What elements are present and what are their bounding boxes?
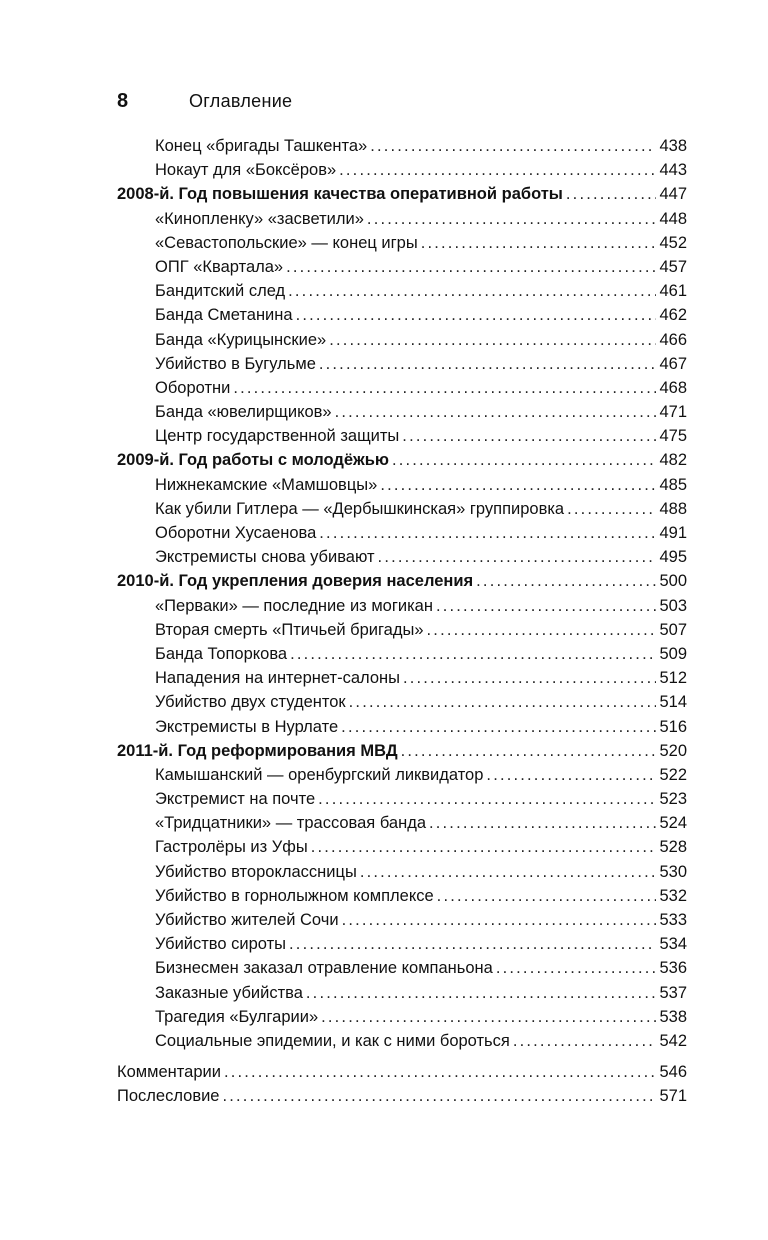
toc-entry-title: «Тридцатники» — трассовая банда: [155, 814, 426, 833]
toc-entry-title: ОПГ «Квартала»: [155, 257, 284, 276]
toc-entry-title: Камышанский — оренбургский ликвидатор: [155, 765, 484, 784]
toc-entry-title: Убийство в горнолыжном комплексе: [155, 886, 434, 905]
toc-entry-page-number: 475: [659, 427, 687, 446]
toc-entry-page-number: 507: [659, 620, 687, 639]
toc-entry-page-number: 538: [659, 1007, 687, 1026]
dot-leader: [427, 621, 657, 640]
toc-entry-page-number: 509: [659, 644, 687, 663]
dot-leader: [306, 984, 657, 1003]
toc-entry-page-number: 528: [659, 838, 687, 857]
toc-entry-title: Экстремист на почте: [155, 790, 316, 809]
toc-section-heading: [117, 572, 687, 596]
dot-leader: [321, 1008, 656, 1027]
dot-leader: [342, 911, 657, 930]
toc-entry-title: Банда Топоркова: [155, 644, 288, 663]
table-of-contents: [117, 137, 687, 1112]
toc-entry-title: Гастролёры из Уфы: [155, 838, 308, 857]
toc-entry-title: Экстремисты в Нурлате: [155, 717, 339, 736]
toc-entry-page-number: 443: [659, 161, 687, 180]
toc-entry: [117, 1008, 687, 1032]
toc-entry-title: «Перваки» — последние из могикан: [155, 596, 433, 615]
toc-entry: [117, 838, 687, 862]
toc-entry: [117, 911, 687, 935]
toc-section-heading: [117, 185, 687, 209]
toc-entry-page-number: 542: [659, 1031, 687, 1050]
toc-entry-page-number: 447: [659, 185, 687, 204]
toc-entry-page-number: 530: [659, 862, 687, 881]
toc-entry: [117, 379, 687, 403]
toc-entry: [117, 814, 687, 838]
dot-leader: [496, 959, 657, 978]
toc-entry: [117, 137, 687, 161]
toc-entry-title: «Севастопольские» — конец игры: [155, 233, 418, 252]
toc-entry-page-number: 512: [659, 669, 687, 688]
toc-entry-page-number: 503: [659, 596, 687, 615]
dot-leader: [380, 476, 656, 495]
toc-entry-page-number: 514: [659, 693, 687, 712]
dot-leader: [437, 887, 657, 906]
toc-entry-title: Нокаут для «Боксёров»: [155, 161, 337, 180]
toc-entry-page-number: 466: [659, 330, 687, 349]
toc-entry-title: Послесловие: [117, 1087, 220, 1106]
dot-leader: [436, 597, 657, 616]
dot-leader: [341, 718, 656, 737]
toc-entry: [117, 258, 687, 282]
toc-entry: [117, 935, 687, 959]
toc-entry-title: Как убили Гитлера — «Дербышкинская» группировка: [155, 499, 565, 518]
toc-entry: [117, 524, 687, 548]
toc-entry: [117, 1063, 687, 1087]
toc-entry-title: Конец «бригады Ташкента»: [155, 137, 368, 155]
toc-entry: [117, 427, 687, 451]
dot-leader: [402, 427, 656, 446]
dot-leader: [566, 185, 657, 204]
dot-leader: [392, 451, 657, 470]
dot-leader: [476, 572, 656, 591]
toc-entry: [117, 1032, 687, 1056]
toc-entry-title: Убийство двух студенток: [155, 693, 346, 712]
toc-entry-page-number: 523: [659, 790, 687, 809]
toc-entry-page-number: 462: [659, 306, 687, 325]
dot-leader: [349, 693, 657, 712]
page-title: Оглавление: [189, 91, 293, 111]
toc-entry-page-number: 485: [659, 475, 687, 494]
toc-section-heading: [117, 742, 687, 766]
toc-entry-title: 2008-й. Год повышения качества оперативной работы: [117, 185, 563, 204]
toc-entry: [117, 621, 687, 645]
dot-leader: [224, 1063, 657, 1082]
toc-entry-title: 2009-й. Год работы с молодёжью: [117, 451, 389, 470]
toc-entry-title: Банда «ювелирщиков»: [155, 403, 332, 422]
toc-entry: [117, 669, 687, 693]
toc-entry-page-number: 533: [659, 911, 687, 929]
toc-entry: [117, 1087, 687, 1111]
toc-entry-page-number: 537: [659, 983, 687, 1002]
toc-entry-page-number: 467: [659, 354, 687, 373]
dot-leader: [288, 282, 656, 301]
dot-leader: [403, 669, 657, 688]
toc-entry-title: 2010-й. Год укрепления доверия населения: [117, 572, 474, 591]
toc-entry-page-number: 516: [659, 717, 687, 736]
dot-leader: [401, 742, 657, 761]
toc-entry: [117, 984, 687, 1008]
dot-leader: [319, 524, 656, 543]
dot-leader: [223, 1087, 657, 1106]
toc-entry-title: Центр государственной защиты: [155, 427, 400, 446]
dot-leader: [486, 766, 656, 785]
toc-entry-page-number: 438: [659, 137, 687, 155]
toc-entry: [117, 282, 687, 306]
toc-entry-page-number: 546: [659, 1063, 687, 1082]
toc-entry-title: Убийство второклассницы: [155, 862, 357, 881]
toc-entry: [117, 718, 687, 742]
toc-entry-page-number: 468: [659, 378, 687, 397]
toc-entry-title: «Кинопленку» «засветили»: [155, 209, 364, 228]
toc-entry: [117, 766, 687, 790]
toc-entry: [117, 355, 687, 379]
toc-entry-title: Оборотни Хусаенова: [155, 524, 317, 542]
toc-entry-title: Экстремисты снова убивают: [155, 548, 375, 567]
dot-leader: [296, 306, 657, 325]
toc-entry: [117, 863, 687, 887]
dot-leader: [567, 500, 656, 519]
dot-leader: [311, 838, 657, 857]
toc-entry: [117, 597, 687, 621]
toc-entry: [117, 210, 687, 234]
dot-leader: [429, 814, 656, 833]
toc-entry: [117, 959, 687, 983]
toc-entry: [117, 500, 687, 524]
toc-entry-page-number: 532: [659, 886, 687, 905]
toc-entry: [117, 548, 687, 572]
toc-section-heading: [117, 451, 687, 475]
toc-entry-page-number: 520: [659, 741, 687, 760]
page-number: 8: [117, 90, 129, 112]
toc-entry-page-number: 457: [659, 257, 687, 276]
toc-entry-title: Убийство в Бугульме: [155, 354, 316, 373]
toc-entry-page-number: 491: [659, 524, 687, 542]
toc-entry: [117, 887, 687, 911]
toc-entry-page-number: 471: [659, 403, 687, 422]
dot-leader: [339, 161, 656, 180]
toc-entry-page-number: 448: [659, 209, 687, 228]
toc-entry-title: Банда «Курицынские»: [155, 330, 327, 349]
dot-leader: [290, 645, 656, 664]
toc-entry: [117, 790, 687, 814]
toc-entry-page-number: 488: [659, 499, 687, 518]
toc-entry-title: Бандитский след: [155, 282, 286, 301]
toc-entry-page-number: 571: [659, 1087, 687, 1106]
toc-entry: [117, 476, 687, 500]
toc-entry-title: Банда Сметанина: [155, 306, 293, 325]
dot-leader: [421, 234, 657, 253]
dot-leader: [318, 790, 656, 809]
toc-entry-title: Комментарии: [117, 1063, 221, 1082]
dot-leader: [319, 355, 657, 374]
toc-entry-title: Нижнекамские «Мамшовцы»: [155, 475, 378, 494]
toc-entry-page-number: 536: [659, 959, 687, 978]
dot-leader: [513, 1032, 657, 1051]
dot-leader: [289, 935, 656, 954]
toc-entry: [117, 234, 687, 258]
toc-entry-title: Социальные эпидемии, и как с ними бороться: [155, 1031, 510, 1050]
toc-entry-page-number: 482: [659, 451, 687, 470]
toc-entry-page-number: 534: [659, 935, 687, 954]
dot-leader: [286, 258, 656, 277]
toc-entry-title: Нападения на интернет-салоны: [155, 669, 400, 688]
toc-entry: [117, 331, 687, 355]
page-header: [117, 90, 292, 118]
toc-entry-page-number: 524: [659, 814, 687, 833]
toc-entry-title: 2011-й. Год реформирования МВД: [117, 741, 398, 760]
toc-entry-title: Бизнесмен заказал отравление компаньона: [155, 959, 493, 978]
dot-leader: [233, 379, 656, 398]
toc-entry: [117, 693, 687, 717]
toc-entry-page-number: 452: [659, 233, 687, 252]
toc-entry-title: Убийство жителей Сочи: [155, 911, 339, 929]
toc-entry-title: Заказные убийства: [155, 983, 303, 1002]
toc-entry-title: Оборотни: [155, 378, 231, 397]
toc-entry-title: Трагедия «Булгарии»: [155, 1007, 319, 1026]
toc-entry-page-number: 500: [659, 572, 687, 591]
dot-leader: [378, 548, 657, 567]
toc-entry: [117, 645, 687, 669]
dot-leader: [370, 137, 656, 156]
dot-leader: [367, 210, 657, 229]
toc-entry-title: Убийство сироты: [155, 935, 287, 954]
dot-leader: [329, 331, 656, 350]
toc-entry: [117, 161, 687, 185]
toc-entry-page-number: 522: [659, 765, 687, 784]
toc-entry: [117, 403, 687, 427]
toc-entry-title: Вторая смерть «Птичьей бригады»: [155, 620, 424, 639]
toc-entry: [117, 306, 687, 330]
toc-entry-page-number: 461: [659, 282, 687, 301]
dot-leader: [335, 403, 657, 422]
toc-entry-page-number: 495: [659, 548, 687, 567]
dot-leader: [360, 863, 657, 882]
